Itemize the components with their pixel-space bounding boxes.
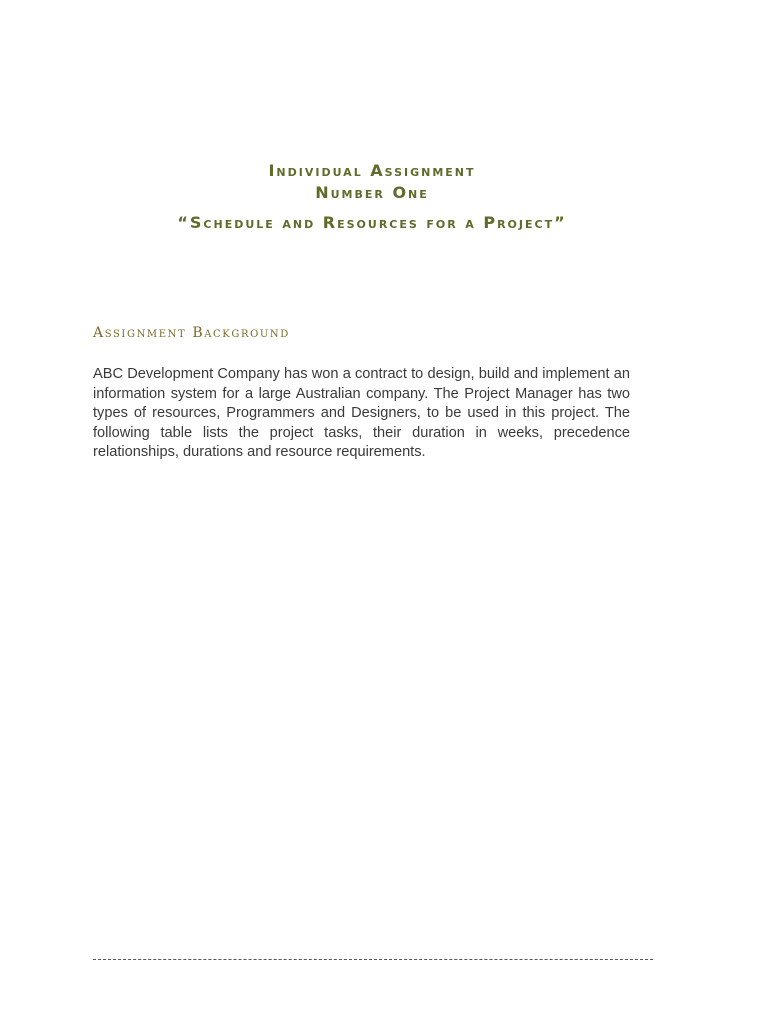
background-paragraph: ABC Development Company has won a contract to design, build and implement an information system for a large Australian company. The Project Manager has two types of resources, Programmers and Designers, to be used in this project. The following table lists the project tasks, their duration in weeks, precedence relationships, durations and resource requirements.: [93, 366, 630, 460]
document-subtitle: “Schedule and Resources for a Project”: [177, 213, 567, 232]
title-line-2: Number One: [315, 183, 429, 202]
title-block: [0, 160, 744, 234]
section-heading: Assignment Background: [93, 325, 290, 341]
footer-divider: [93, 959, 653, 960]
title-line-1: Individual Assignment: [268, 161, 476, 180]
